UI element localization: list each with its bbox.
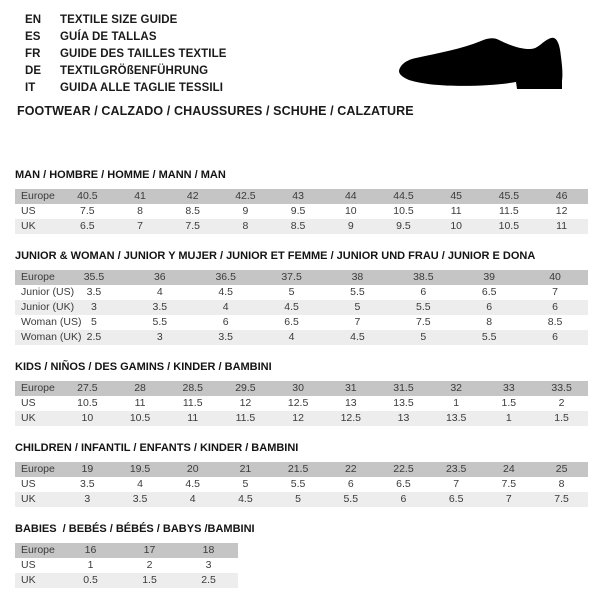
size-cell: 9: [242, 205, 249, 217]
size-cell: 44: [344, 190, 357, 202]
page-header: [0, 0, 600, 169]
language-title-list: [25, 11, 227, 96]
section-title: MAN / HOMBRE / HOMME / MANN / MAN: [15, 169, 226, 181]
dress-shoe-icon: [399, 34, 569, 94]
size-cell: 39: [483, 271, 496, 283]
size-cell: 9.5: [290, 205, 306, 217]
size-cell: 40: [549, 271, 561, 283]
row-label: Europe: [21, 190, 55, 202]
size-cell: 5.5: [152, 316, 168, 328]
row-label: Woman (US): [21, 316, 82, 328]
size-cell: 3.5: [80, 478, 95, 490]
row-label: Junior (US): [21, 286, 75, 298]
size-cell: 7.5: [554, 493, 569, 505]
table-row: [15, 543, 238, 558]
language-code: IT: [25, 81, 36, 94]
language-title: TEXTILE SIZE GUIDE: [60, 13, 178, 26]
language-code: DE: [25, 64, 42, 77]
size-cell: 12.5: [287, 397, 309, 409]
size-cell: 3: [84, 493, 91, 505]
size-cell: 7.5: [185, 220, 201, 232]
size-cell: 8.5: [547, 316, 563, 328]
size-cell: 42: [186, 190, 199, 202]
size-cell: 2.5: [86, 331, 102, 343]
row-label: Europe: [21, 544, 55, 556]
size-cell: 7.5: [501, 478, 517, 490]
table-row: [15, 558, 238, 573]
language-row: [25, 79, 227, 96]
size-cell: 38: [351, 271, 364, 283]
size-cell: 6.5: [448, 493, 464, 505]
size-cell: 23.5: [445, 463, 467, 475]
size-guide-section: [15, 169, 600, 234]
size-cell: 6: [420, 286, 427, 298]
category-heading: FOOTWEAR / CALZADO / CHAUSSURES / SCHUHE / CALZATURE: [17, 104, 414, 118]
size-cell: 10.5: [498, 220, 520, 232]
size-cell: 10.5: [393, 205, 414, 217]
table-row: [15, 462, 588, 477]
size-cell: 5.5: [416, 301, 431, 313]
table-row: [15, 315, 588, 330]
size-cell: 8: [486, 316, 493, 328]
size-cell: 9.5: [396, 220, 411, 232]
size-cell: 6.5: [284, 316, 299, 328]
size-cell: 4.5: [238, 493, 253, 505]
size-cell: 7: [453, 478, 460, 490]
size-cell: 1.5: [501, 397, 517, 409]
size-cell: 7: [552, 286, 558, 298]
table-row: [15, 204, 588, 219]
size-cell: 33.5: [551, 382, 572, 394]
size-cell: 5: [354, 301, 361, 313]
size-cell: 22: [344, 463, 357, 475]
size-cell: 3.5: [218, 331, 233, 343]
language-row: [25, 11, 227, 28]
size-cell: 4.5: [284, 301, 299, 313]
size-guide-section: [15, 361, 600, 426]
size-cell: 11: [187, 412, 199, 424]
size-cell: 3: [91, 301, 97, 313]
size-cell: 28: [134, 382, 146, 394]
size-cell: 13.5: [445, 412, 467, 424]
size-cell: 6.5: [80, 220, 95, 232]
size-cell: 10: [450, 220, 462, 232]
size-cell: 5: [242, 478, 249, 490]
size-cell: 21.5: [287, 463, 309, 475]
size-cell: 3.5: [86, 286, 102, 298]
size-table: [15, 543, 238, 588]
row-label: Europe: [21, 463, 55, 475]
size-cell: 12: [239, 397, 252, 409]
size-cell: 4.5: [350, 331, 365, 343]
section-title: BABIES / BEBÉS / BÉBÉS / BABYS /BAMBINI: [15, 523, 255, 535]
size-table: [15, 270, 588, 345]
size-cell: 28.5: [182, 382, 203, 394]
table-row: [15, 411, 588, 426]
row-label: US: [21, 205, 36, 217]
size-guide-section: [15, 523, 600, 588]
size-cell: 7: [354, 316, 361, 328]
size-cell: 36.5: [215, 271, 236, 283]
size-cell: 13: [397, 412, 410, 424]
size-cell: 31.5: [393, 382, 414, 394]
size-cell: 1: [453, 397, 460, 409]
language-title: GUÍA DE TALLAS: [60, 30, 157, 43]
size-cell: 38.5: [413, 271, 434, 283]
size-cell: 1.5: [142, 574, 157, 586]
table-row: [15, 381, 588, 396]
size-cell: 46: [555, 190, 568, 202]
size-cell: 27.5: [77, 382, 98, 394]
size-cell: 24: [503, 463, 515, 475]
section-title: CHILDREN / INFANTIL / ENFANTS / KINDER / BAMBINI: [15, 442, 299, 454]
size-cell: 10: [344, 205, 357, 217]
language-row: [25, 28, 227, 45]
size-cell: 6: [400, 493, 407, 505]
table-row: [15, 573, 238, 588]
row-label: Europe: [21, 271, 55, 283]
size-cell: 0.5: [83, 574, 98, 586]
size-cell: 7.5: [416, 316, 431, 328]
language-title: GUIDE DES TAILLES TEXTILE: [60, 47, 227, 60]
table-row: [15, 477, 588, 492]
row-label: US: [21, 559, 36, 571]
language-title: GUIDA ALLE TAGLIE TESSILI: [60, 81, 224, 94]
size-cell: 11.5: [182, 397, 203, 409]
size-table: [15, 381, 588, 426]
size-cell: 6: [552, 301, 558, 313]
table-row: [15, 492, 588, 507]
size-tables: [15, 169, 600, 588]
size-cell: 7.5: [80, 205, 95, 217]
size-cell: 42.5: [235, 190, 256, 202]
size-cell: 33: [503, 382, 515, 394]
table-row: [15, 300, 588, 315]
size-cell: 3.5: [132, 493, 148, 505]
size-cell: 10: [81, 412, 94, 424]
size-cell: 10.5: [129, 412, 151, 424]
size-cell: 5: [288, 286, 295, 298]
size-cell: 22.5: [393, 463, 414, 475]
size-cell: 6: [347, 478, 354, 490]
size-cell: 6.5: [481, 286, 497, 298]
size-cell: 4.5: [218, 286, 233, 298]
language-row: [25, 45, 227, 62]
size-cell: 17: [143, 544, 156, 556]
size-cell: 29.5: [235, 382, 256, 394]
row-label: Woman (UK): [21, 331, 82, 343]
size-table: [15, 189, 588, 234]
size-cell: 6: [486, 301, 493, 313]
size-cell: 37.5: [281, 271, 302, 283]
size-cell: 2: [146, 559, 153, 571]
size-cell: 18: [202, 544, 215, 556]
size-guide-section: [15, 442, 600, 507]
size-guide-section: [15, 250, 600, 345]
size-cell: 12: [555, 205, 568, 217]
size-cell: 5: [420, 331, 427, 343]
size-cell: 5.5: [481, 331, 497, 343]
row-label: UK: [21, 493, 36, 505]
size-cell: 5.5: [350, 286, 365, 298]
size-cell: 11: [134, 397, 146, 409]
size-cell: 4: [222, 301, 229, 313]
size-cell: 12: [292, 412, 304, 424]
size-cell: 8: [137, 205, 143, 217]
size-cell: 43: [292, 190, 304, 202]
size-cell: 41: [134, 190, 146, 202]
size-table: [15, 462, 588, 507]
size-cell: 1: [87, 559, 94, 571]
size-cell: 13: [344, 397, 357, 409]
size-cell: 11: [450, 205, 462, 217]
row-label: Europe: [21, 382, 55, 394]
section-title: KIDS / NIÑOS / DES GAMINS / KINDER / BAMBINI: [15, 361, 272, 373]
size-cell: 11: [556, 220, 568, 232]
size-cell: 11.5: [235, 412, 256, 424]
row-label: Junior (UK): [21, 301, 75, 313]
size-cell: 6: [222, 316, 229, 328]
size-cell: 36: [153, 271, 166, 283]
row-label: US: [21, 397, 36, 409]
size-cell: 3: [205, 559, 212, 571]
size-cell: 1: [505, 412, 512, 424]
size-cell: 7: [505, 493, 512, 505]
size-cell: 16: [84, 544, 97, 556]
size-cell: 4: [189, 493, 196, 505]
size-cell: 4: [288, 331, 295, 343]
size-cell: 11.5: [499, 205, 519, 217]
size-cell: 6: [552, 331, 558, 343]
size-cell: 1.5: [554, 412, 569, 424]
table-row: [15, 189, 588, 204]
size-cell: 20: [186, 463, 199, 475]
size-cell: 45: [450, 190, 462, 202]
size-cell: 40.5: [77, 190, 98, 202]
size-cell: 2: [558, 397, 565, 409]
size-cell: 45.5: [498, 190, 520, 202]
size-cell: 30: [292, 382, 304, 394]
size-cell: 10.5: [77, 397, 98, 409]
size-cell: 32: [450, 382, 462, 394]
size-cell: 5: [91, 316, 97, 328]
size-cell: 8.5: [290, 220, 306, 232]
size-cell: 8.5: [185, 205, 201, 217]
size-cell: 21: [239, 463, 252, 475]
language-code: FR: [25, 47, 41, 60]
size-cell: 7: [137, 220, 143, 232]
table-row: [15, 330, 588, 345]
row-label: UK: [21, 412, 36, 424]
size-cell: 5.5: [343, 493, 359, 505]
table-row: [15, 396, 588, 411]
size-cell: 19: [81, 463, 94, 475]
size-cell: 13.5: [393, 397, 414, 409]
size-cell: 35.5: [83, 271, 105, 283]
language-code: ES: [25, 30, 41, 43]
size-cell: 3: [156, 331, 163, 343]
size-cell: 31: [344, 382, 357, 394]
size-cell: 4: [137, 478, 143, 490]
size-cell: 44.5: [393, 190, 414, 202]
table-row: [15, 219, 588, 234]
size-cell: 2.5: [201, 574, 216, 586]
size-cell: 19.5: [129, 463, 151, 475]
size-cell: 4.5: [185, 478, 201, 490]
size-cell: 5.5: [290, 478, 306, 490]
size-cell: 12.5: [340, 412, 361, 424]
size-cell: 25: [555, 463, 568, 475]
size-cell: 5: [295, 493, 302, 505]
size-cell: 6.5: [396, 478, 411, 490]
language-code: EN: [25, 13, 42, 26]
size-cell: 8: [558, 478, 565, 490]
size-cell: 9: [347, 220, 354, 232]
row-label: US: [21, 478, 36, 490]
size-cell: 4: [156, 286, 163, 298]
row-label: UK: [21, 220, 36, 232]
size-cell: 3.5: [152, 301, 168, 313]
language-title: TEXTILGRÖßENFÜHRUNG: [60, 64, 209, 77]
language-row: [25, 62, 227, 79]
size-cell: 8: [242, 220, 249, 232]
table-row: [15, 285, 588, 300]
row-label: UK: [21, 574, 36, 586]
table-row: [15, 270, 588, 285]
section-title: JUNIOR & WOMAN / JUNIOR Y MUJER / JUNIOR ET FEMME / JUNIOR UND FRAU / JUNIOR E DONA: [15, 250, 536, 262]
